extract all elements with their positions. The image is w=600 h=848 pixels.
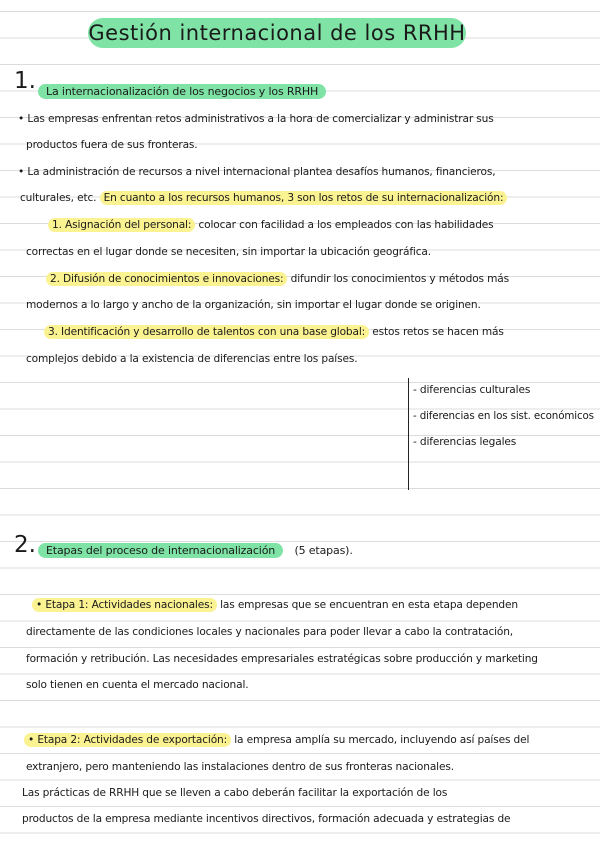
bullet-2-line-1: • La administración de recursos a nivel internacional plantea desafíos humanos, financieros, [18, 166, 496, 178]
stage-2-text: la empresa amplía su mercado, incluyendo así países del [234, 734, 530, 746]
challenge-2-text: difundir los conocimientos y métodos más [290, 273, 509, 285]
bullet-2-plain: culturales, etc. [20, 192, 97, 204]
challenge-1-text: colocar con facilidad a los empleados con las habilidades [198, 219, 494, 231]
difference-cultural: - diferencias culturales [413, 384, 531, 396]
section-2-number: 2. [14, 532, 36, 558]
challenge-3-line-2: complejos debido a la existencia de diferencias entre los países. [26, 353, 358, 365]
section-1-number: 1. [14, 68, 36, 94]
stage-2-line-4: productos de la empresa mediante incentivos directivos, formación adecuada y estrategias de [22, 813, 511, 825]
stage-1-line-3: formación y retribución. Las necesidades empresariales estratégicas sobre producción y marketing [26, 653, 538, 665]
challenge-1 [48, 219, 494, 231]
page-title: Gestión internacional de los RRHH [88, 18, 466, 48]
stage-1-text: las empresas que se encuentran en esta etapa dependen [220, 599, 518, 611]
stage-2-line-2: extranjero, pero manteniendo las instalaciones dentro de sus fronteras nacionales. [26, 761, 454, 773]
stage-2-line-3: Las prácticas de RRHH que se lleven a cabo deberán facilitar la exportación de los [22, 787, 448, 799]
challenge-2-label: 2. Difusión de conocimientos e innovaciones: [46, 272, 287, 286]
challenge-2 [46, 273, 509, 285]
section-1-heading: La internacionalización de los negocios y los RRHH [38, 84, 326, 99]
challenge-3 [44, 326, 504, 338]
stage-1-line-1 [32, 599, 518, 611]
difference-legal: - diferencias legales [413, 436, 517, 448]
challenge-1-label: 1. Asignación del personal: [48, 218, 195, 232]
stage-1-label: • Etapa 1: Actividades nacionales: [32, 598, 217, 612]
bullet-1-line-2: productos fuera de sus fronteras. [26, 139, 198, 151]
challenge-3-label: 3. Identificación y desarrollo de talentos con una base global: [44, 325, 369, 339]
stage-1-line-4: solo tienen en cuenta el mercado nacional. [26, 679, 249, 691]
bullet-2-line-2 [20, 192, 507, 204]
challenge-1-line-2: correctas en el lugar donde se necesiten, sin importar la ubicación geográfica. [26, 246, 431, 258]
differences-brace [408, 378, 409, 490]
stage-2-line-1 [24, 734, 529, 746]
bullet-2-highlight: En cuanto a los recursos humanos, 3 son los retos de su internacionalización: [100, 191, 508, 205]
bullet-1-line-1: • Las empresas enfrentan retos administrativos a la hora de comercializar y administrar sus [18, 113, 494, 125]
section-2-suffix: (5 etapas). [294, 544, 353, 557]
section-2-heading-line [38, 544, 353, 557]
challenge-2-line-2: modernos a lo largo y ancho de la organización, sin importar el lugar donde se originen. [26, 299, 481, 311]
stage-2-label: • Etapa 2: Actividades de exportación: [24, 733, 231, 747]
section-2-heading: Etapas del proceso de internacionalización [38, 543, 283, 558]
difference-economic: - diferencias en los sist. económicos [413, 410, 594, 422]
challenge-3-text: estos retos se hacen más [372, 326, 504, 338]
stage-1-line-2: directamente de las condiciones locales y nacionales para poder llevar a cabo la contratación, [26, 626, 514, 638]
